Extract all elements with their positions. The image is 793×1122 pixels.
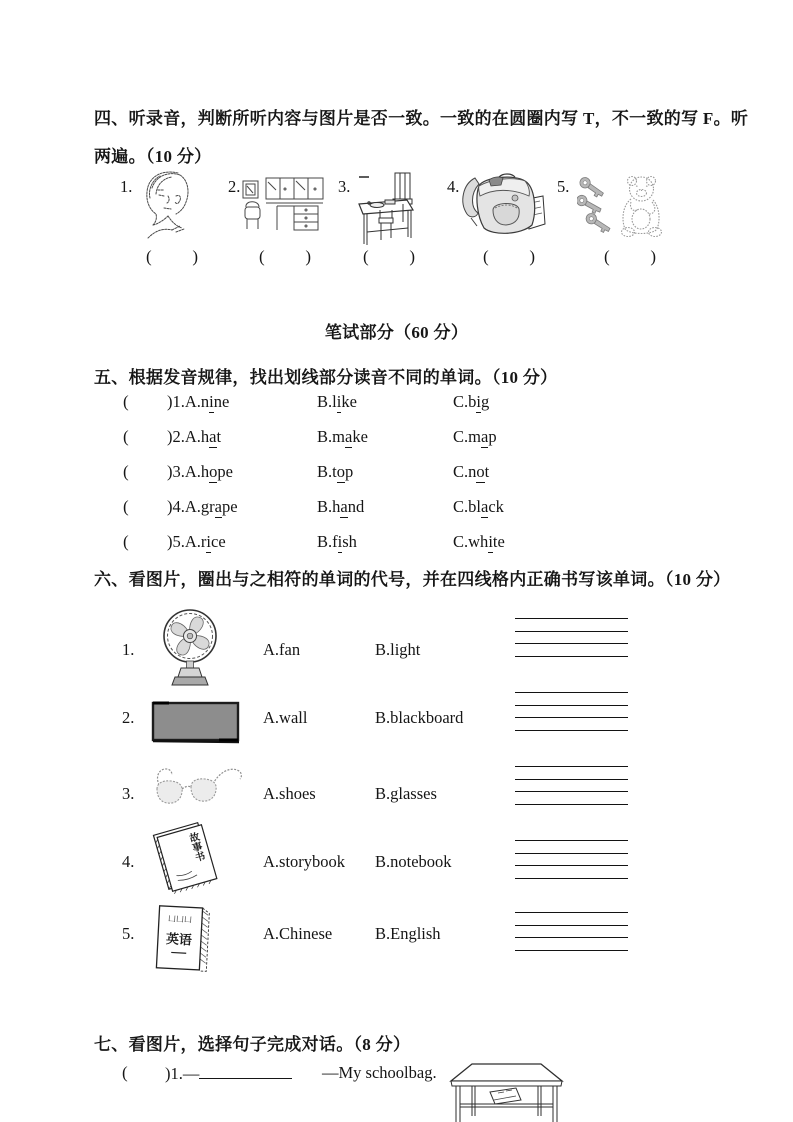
underlined-letter: a (480, 427, 489, 446)
paren-close: ) (192, 247, 198, 266)
answer-blank (199, 1063, 292, 1079)
underlined-letter: o (209, 462, 218, 481)
s6-row2-option-b: B.blackboard (375, 708, 464, 727)
s5-row5-option-c: C.white (453, 532, 505, 551)
study-desk-image (448, 1060, 566, 1122)
section7-heading: 七、看图片，选择句子完成对话。（8 分） (94, 1035, 411, 1054)
paren-close: ) (650, 247, 656, 266)
study-room-image (241, 176, 325, 234)
s5-row1-paren: ( (123, 392, 129, 411)
s7-q1-question: )1.— (165, 1063, 292, 1084)
s6-row3-number: 3. (122, 784, 135, 803)
s5-row3-option-a: )3.A.hope (167, 462, 233, 481)
blackboard-image (151, 701, 241, 745)
paren-close: ) (305, 247, 311, 266)
s6-row4-number: 4. (122, 852, 135, 871)
s4-item3-number: 3. (338, 177, 351, 196)
electric-fan-image (163, 606, 217, 690)
boy-head-image (142, 168, 194, 244)
underlined-letter: i (488, 532, 493, 551)
schoolbag-image (459, 172, 547, 240)
underlined-letter: a (214, 497, 222, 516)
s5-row4-option-c: C.black (453, 497, 504, 516)
s5-row2-option-c: C.map (453, 427, 497, 446)
s6-row2-option-a: A.wall (263, 708, 308, 727)
paren-close: ) (409, 247, 415, 266)
writing-grid-5 (515, 912, 628, 952)
s5-row5-option-a: )5.A.rice (167, 532, 226, 551)
s5-row3-paren: ( (123, 462, 129, 481)
underlined-letter: i (476, 392, 481, 411)
writing-grid-1 (515, 618, 628, 658)
writing-grid-2 (515, 692, 628, 732)
s4-item4-number: 4. (447, 177, 460, 196)
s5-row3-option-b: B.top (317, 462, 354, 481)
paren-open: ( (259, 247, 265, 266)
paren-open: ( (363, 247, 369, 266)
s4-item4-answer-parens (483, 247, 535, 267)
s6-row1-option-a: A.fan (263, 640, 301, 659)
keys-and-teddy-image (577, 172, 665, 242)
s6-row5-number: 5. (122, 924, 135, 943)
underlined-letter: i (337, 532, 343, 551)
s6-row5-option-a: A.Chinese (263, 924, 333, 943)
s4-item5-answer-parens (604, 247, 656, 267)
s7-q1-paren: ( (122, 1063, 128, 1082)
underlined-letter: i (336, 392, 342, 411)
underlined-letter: a (340, 497, 348, 516)
section6-heading: 六、看图片，圈出与之相符的单词的代号，并在四线格内正确书写该单词。（10 分） (94, 570, 731, 589)
s5-row1-option-c: C.big (453, 392, 490, 411)
s6-row5-option-b: B.English (375, 924, 441, 943)
s5-row4-paren: ( (123, 497, 129, 516)
english-book-cover-text: 英语 (165, 931, 193, 948)
s6-row3-option-b: B.glasses (375, 784, 437, 803)
s4-item1-number: 1. (120, 177, 133, 196)
s5-row2-option-b: B.make (317, 427, 368, 446)
s6-row3-option-a: A.shoes (263, 784, 316, 803)
s5-row3-option-c: C.not (453, 462, 490, 481)
underlined-letter: o (336, 462, 345, 481)
s5-row2-paren: ( (123, 427, 129, 446)
english-book-cover-marks: 凵凵凵 (167, 914, 193, 925)
glasses-image (147, 762, 244, 812)
desk-and-chair-image (355, 170, 419, 248)
s4-item2-number: 2. (228, 177, 241, 196)
s4-item2-answer-parens (259, 247, 311, 267)
section5-heading: 五、根据发音规律，找出划线部分读音不同的单词。（10 分） (94, 368, 558, 387)
s6-row4-option-a: A.storybook (263, 852, 346, 871)
s6-row4-option-b: B.notebook (375, 852, 452, 871)
s7-q1-reply: —My schoolbag. (322, 1063, 437, 1082)
underlined-letter: i (209, 392, 214, 411)
underlined-letter: a (480, 497, 489, 516)
storybook-cover-text: 故事书 (185, 831, 205, 864)
s5-row5-option-b: B.fish (317, 532, 357, 551)
underlined-letter: a (209, 427, 217, 446)
english-book-image (148, 901, 217, 975)
underlined-letter: i (206, 532, 212, 551)
s6-row1-option-b: B.light (375, 640, 421, 659)
s4-item3-answer-parens (363, 247, 415, 267)
paren-open: ( (483, 247, 489, 266)
paren-open: ( (146, 247, 152, 266)
storybook-image (148, 820, 227, 895)
writing-grid-3 (515, 766, 628, 806)
underlined-letter: a (344, 427, 353, 446)
s5-row5-paren: ( (123, 532, 129, 551)
paren-open: ( (604, 247, 610, 266)
s6-row1-number: 1. (122, 640, 135, 659)
s4-item5-number: 5. (557, 177, 570, 196)
s5-row4-option-a: )4.A.grape (167, 497, 238, 516)
s5-row1-option-b: B.like (317, 392, 357, 411)
s5-row1-option-a: )1.A.nine (167, 392, 230, 411)
underlined-letter: o (476, 462, 485, 481)
s5-row4-option-b: B.hand (317, 497, 365, 516)
s4-item1-answer-parens (146, 247, 198, 267)
written-part-title: 笔试部分（60 分） (324, 323, 469, 342)
s5-row2-option-a: )2.A.hat (167, 427, 222, 446)
section4-heading-line2: 两遍。（10 分） (94, 147, 212, 166)
s6-row2-number: 2. (122, 708, 135, 727)
writing-grid-4 (515, 840, 628, 880)
section4-heading-line1: 四、听录音，判断所听内容与图片是否一致。一致的在圆圈内写 T，不一致的写 F。听 (94, 109, 749, 128)
paren-close: ) (529, 247, 535, 266)
